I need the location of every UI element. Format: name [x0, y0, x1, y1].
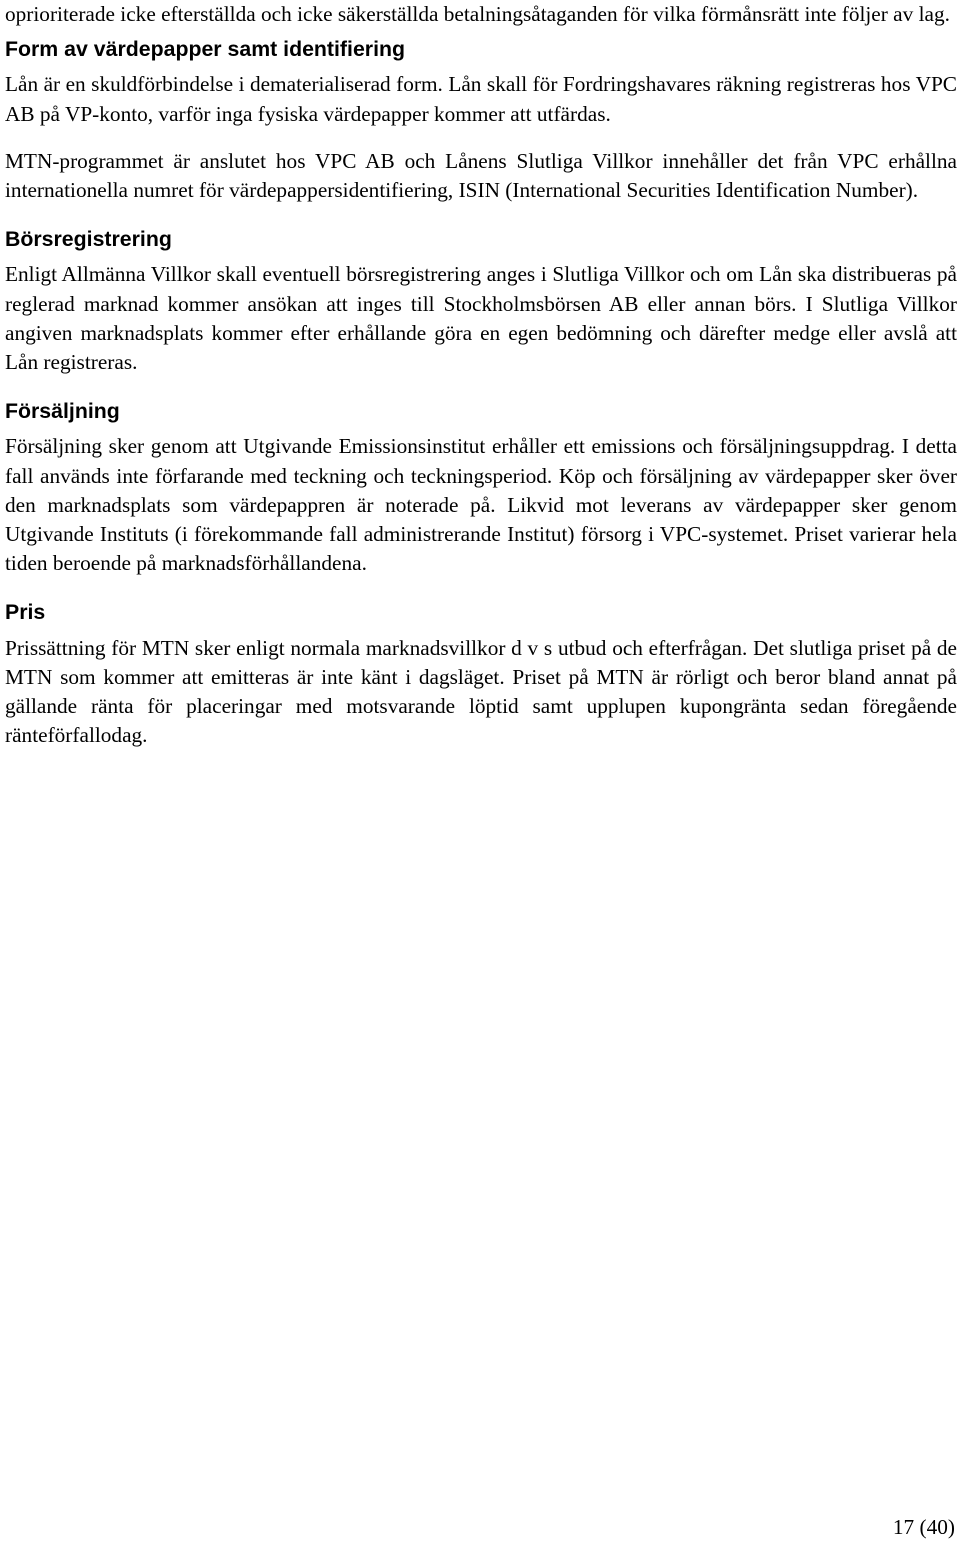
- intro-paragraph: oprioriterade icke efterställda och icke säkerställda betalningsåtaganden för vilka förmånsrätt inte följer av lag.: [5, 2, 950, 26]
- section-paragraph: Lån är en skuldförbindelse i dematerialiserad form. Lån skall för Fordringshavares räkning registreras hos VPC AB på VP-konto, varför inga fysiska värdepapper kommer att utfärdas.: [5, 72, 957, 126]
- section-heading: Form av värdepapper samt identifiering: [5, 37, 406, 62]
- section-heading: Pris: [5, 600, 46, 625]
- section-forsaljning: [5, 397, 957, 578]
- section-pris: [5, 598, 957, 750]
- section-borsregistrering: [5, 225, 957, 377]
- section-paragraph: Prissättning för MTN sker enligt normala marknadsvillkor d v s utbud och efterfrågan. Det slutliga priset på de MTN som kommer att emitteras är inte känt i dagsläget. Priset på MTN är rörligt och beror bland annat på gällande ränta för placeringar med motsvarande löptid samt upplupen kupongränta sedan föregående ränteförfallodag.: [5, 635, 957, 748]
- section-paragraph: Försäljning sker genom att Utgivande Emissionsinstitut erhåller ett emissions och försäljningsuppdrag. I detta fall används inte förfarande med teckning och teckningsperiod. Köp och försäljning av värdepapper sker över den marknadsplats som värdepappren är noterade på. Likvid mot leverans av värdepapper sker genom Utgivande Instituts (i förekommande fall administrerande Institut) försorg i VPC-systemet. Priset varierar hela tiden beroende på marknadsförhållandena.: [5, 434, 957, 576]
- section-heading: Börsregistrering: [5, 227, 172, 252]
- document-page: [5, 0, 957, 750]
- section-paragraph: MTN-programmet är anslutet hos VPC AB och Lånens Slutliga Villkor innehåller det från VPC erhållna internationella numret för värdepappersidentifiering, ISIN (International Securities Identification Number).: [5, 148, 957, 203]
- section-heading: Försäljning: [5, 399, 120, 424]
- page-number: 17 (40): [892, 1515, 955, 1539]
- section-form-och-identifiering: [5, 35, 957, 205]
- section-paragraph: Enligt Allmänna Villkor skall eventuell börsregistrering anges i Slutliga Villkor och om Lån ska distribueras på reglerad marknad kommer ansökan att inges till Stockholmsbörsen AB eller annan börs. I Slutliga Villkor angiven marknadsplats kommer efter erhållande göra en egen bedömning och därefter medge eller avslå att Lån registreras.: [5, 262, 957, 375]
